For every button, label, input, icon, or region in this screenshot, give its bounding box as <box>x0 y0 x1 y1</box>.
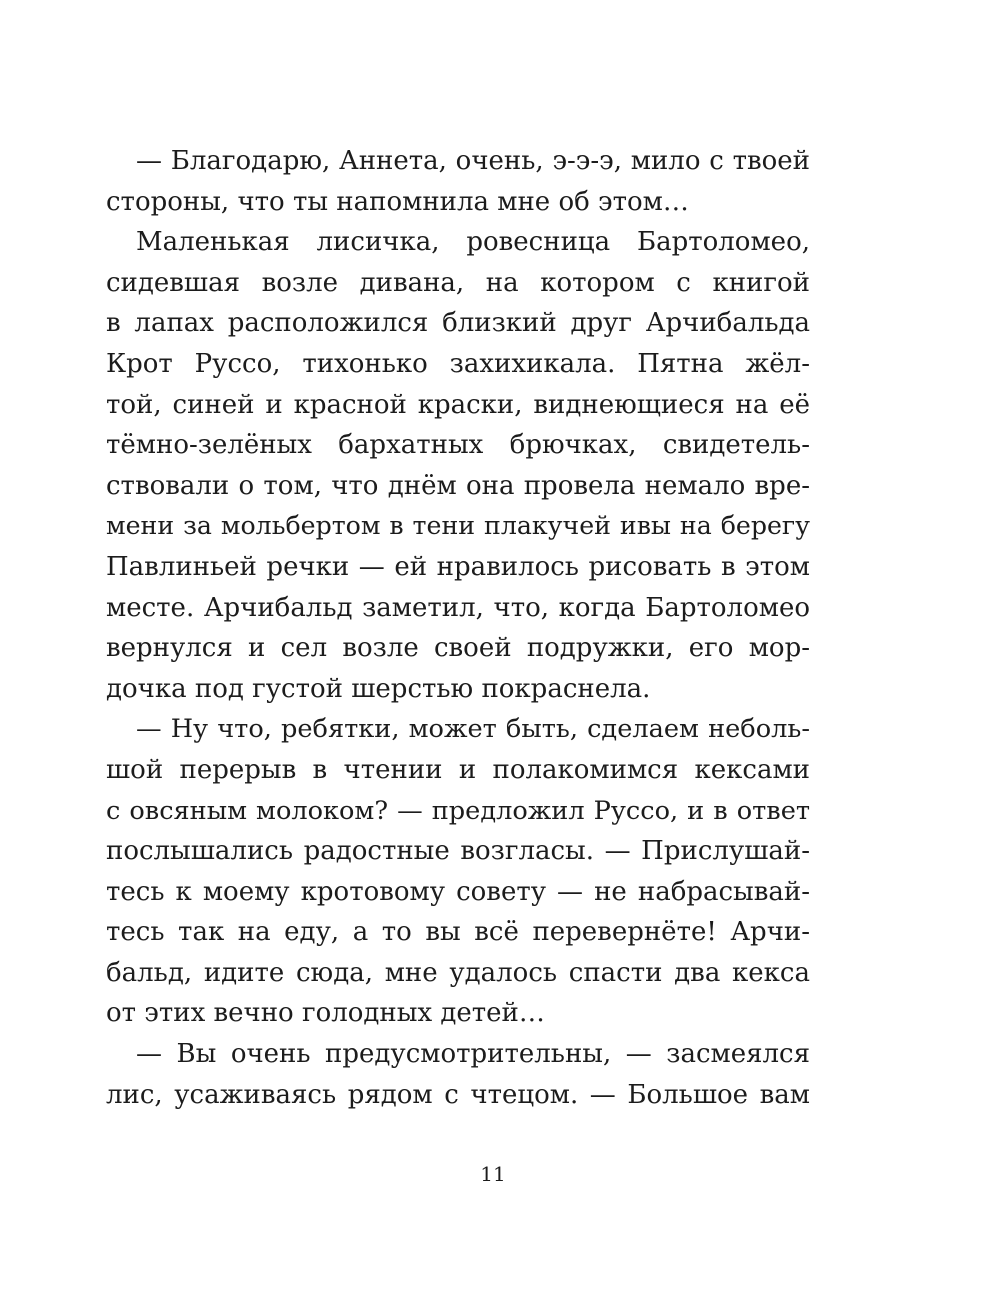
text-line: сидевшая возле дивана, на котором с книгой <box>106 267 810 298</box>
text-line: от этих вечно голодных детей… <box>106 998 545 1029</box>
text-line: месте. Арчибальд заметил, что, когда Бартоломео <box>106 592 810 623</box>
text-line: мени за мольбертом в тени плакучей ивы на берегу <box>106 511 810 541</box>
text-line: — Благодарю, Аннета, очень, э-э-э, мило с твоей <box>136 146 810 176</box>
text-line: Крот Руссо, тихонько захихикала. Пятна жёл- <box>106 348 810 379</box>
text-line: Маленькая лисичка, ровесница Бартоломео, <box>136 227 810 258</box>
text-line: дочка под густой шерстью покраснела. <box>106 673 651 704</box>
text-line: той, синей и красной краски, виднеющиеся на её <box>106 389 810 420</box>
text-line: тёмно-зелёных бархатных брючках, свидетель- <box>106 430 810 461</box>
text-line: с овсяным молоком? — предложил Руссо, и в ответ <box>106 795 810 826</box>
text-line: бальд, идите сюда, мне удалось спасти два кекса <box>106 957 810 988</box>
text-line: Павлиньей речки — ей нравилось рисовать в этом <box>106 551 810 582</box>
text-line: послышались радостные возгласы. — Прислушай- <box>106 836 810 867</box>
text-line: шой перерыв в чтении и полакомимся кексами <box>106 754 810 785</box>
text-line: ствовали о том, что днём она провела немало вре- <box>106 470 810 501</box>
text-line: лис, усаживаясь рядом с чтецом. — Большое вам <box>106 1079 810 1110</box>
text-line: в лапах расположился близкий друг Арчибальда <box>106 308 810 339</box>
page-number: 11 <box>480 1162 506 1186</box>
text-line: стороны, что ты напомнила мне об этом… <box>106 186 689 217</box>
text-line: — Вы очень предусмотрительны, — засмеялся <box>136 1039 810 1070</box>
body-text <box>106 141 810 1115</box>
text-line: — Ну что, ребятки, может быть, сделаем неболь- <box>136 714 810 745</box>
text-line: тесь к моему кротовому совету — не набрасывай- <box>106 876 810 907</box>
text-line: тесь так на еду, а то вы всё перевернёте! Арчи- <box>106 917 810 948</box>
text-line: вернулся и сел возле своей подружки, его мор- <box>106 633 810 664</box>
